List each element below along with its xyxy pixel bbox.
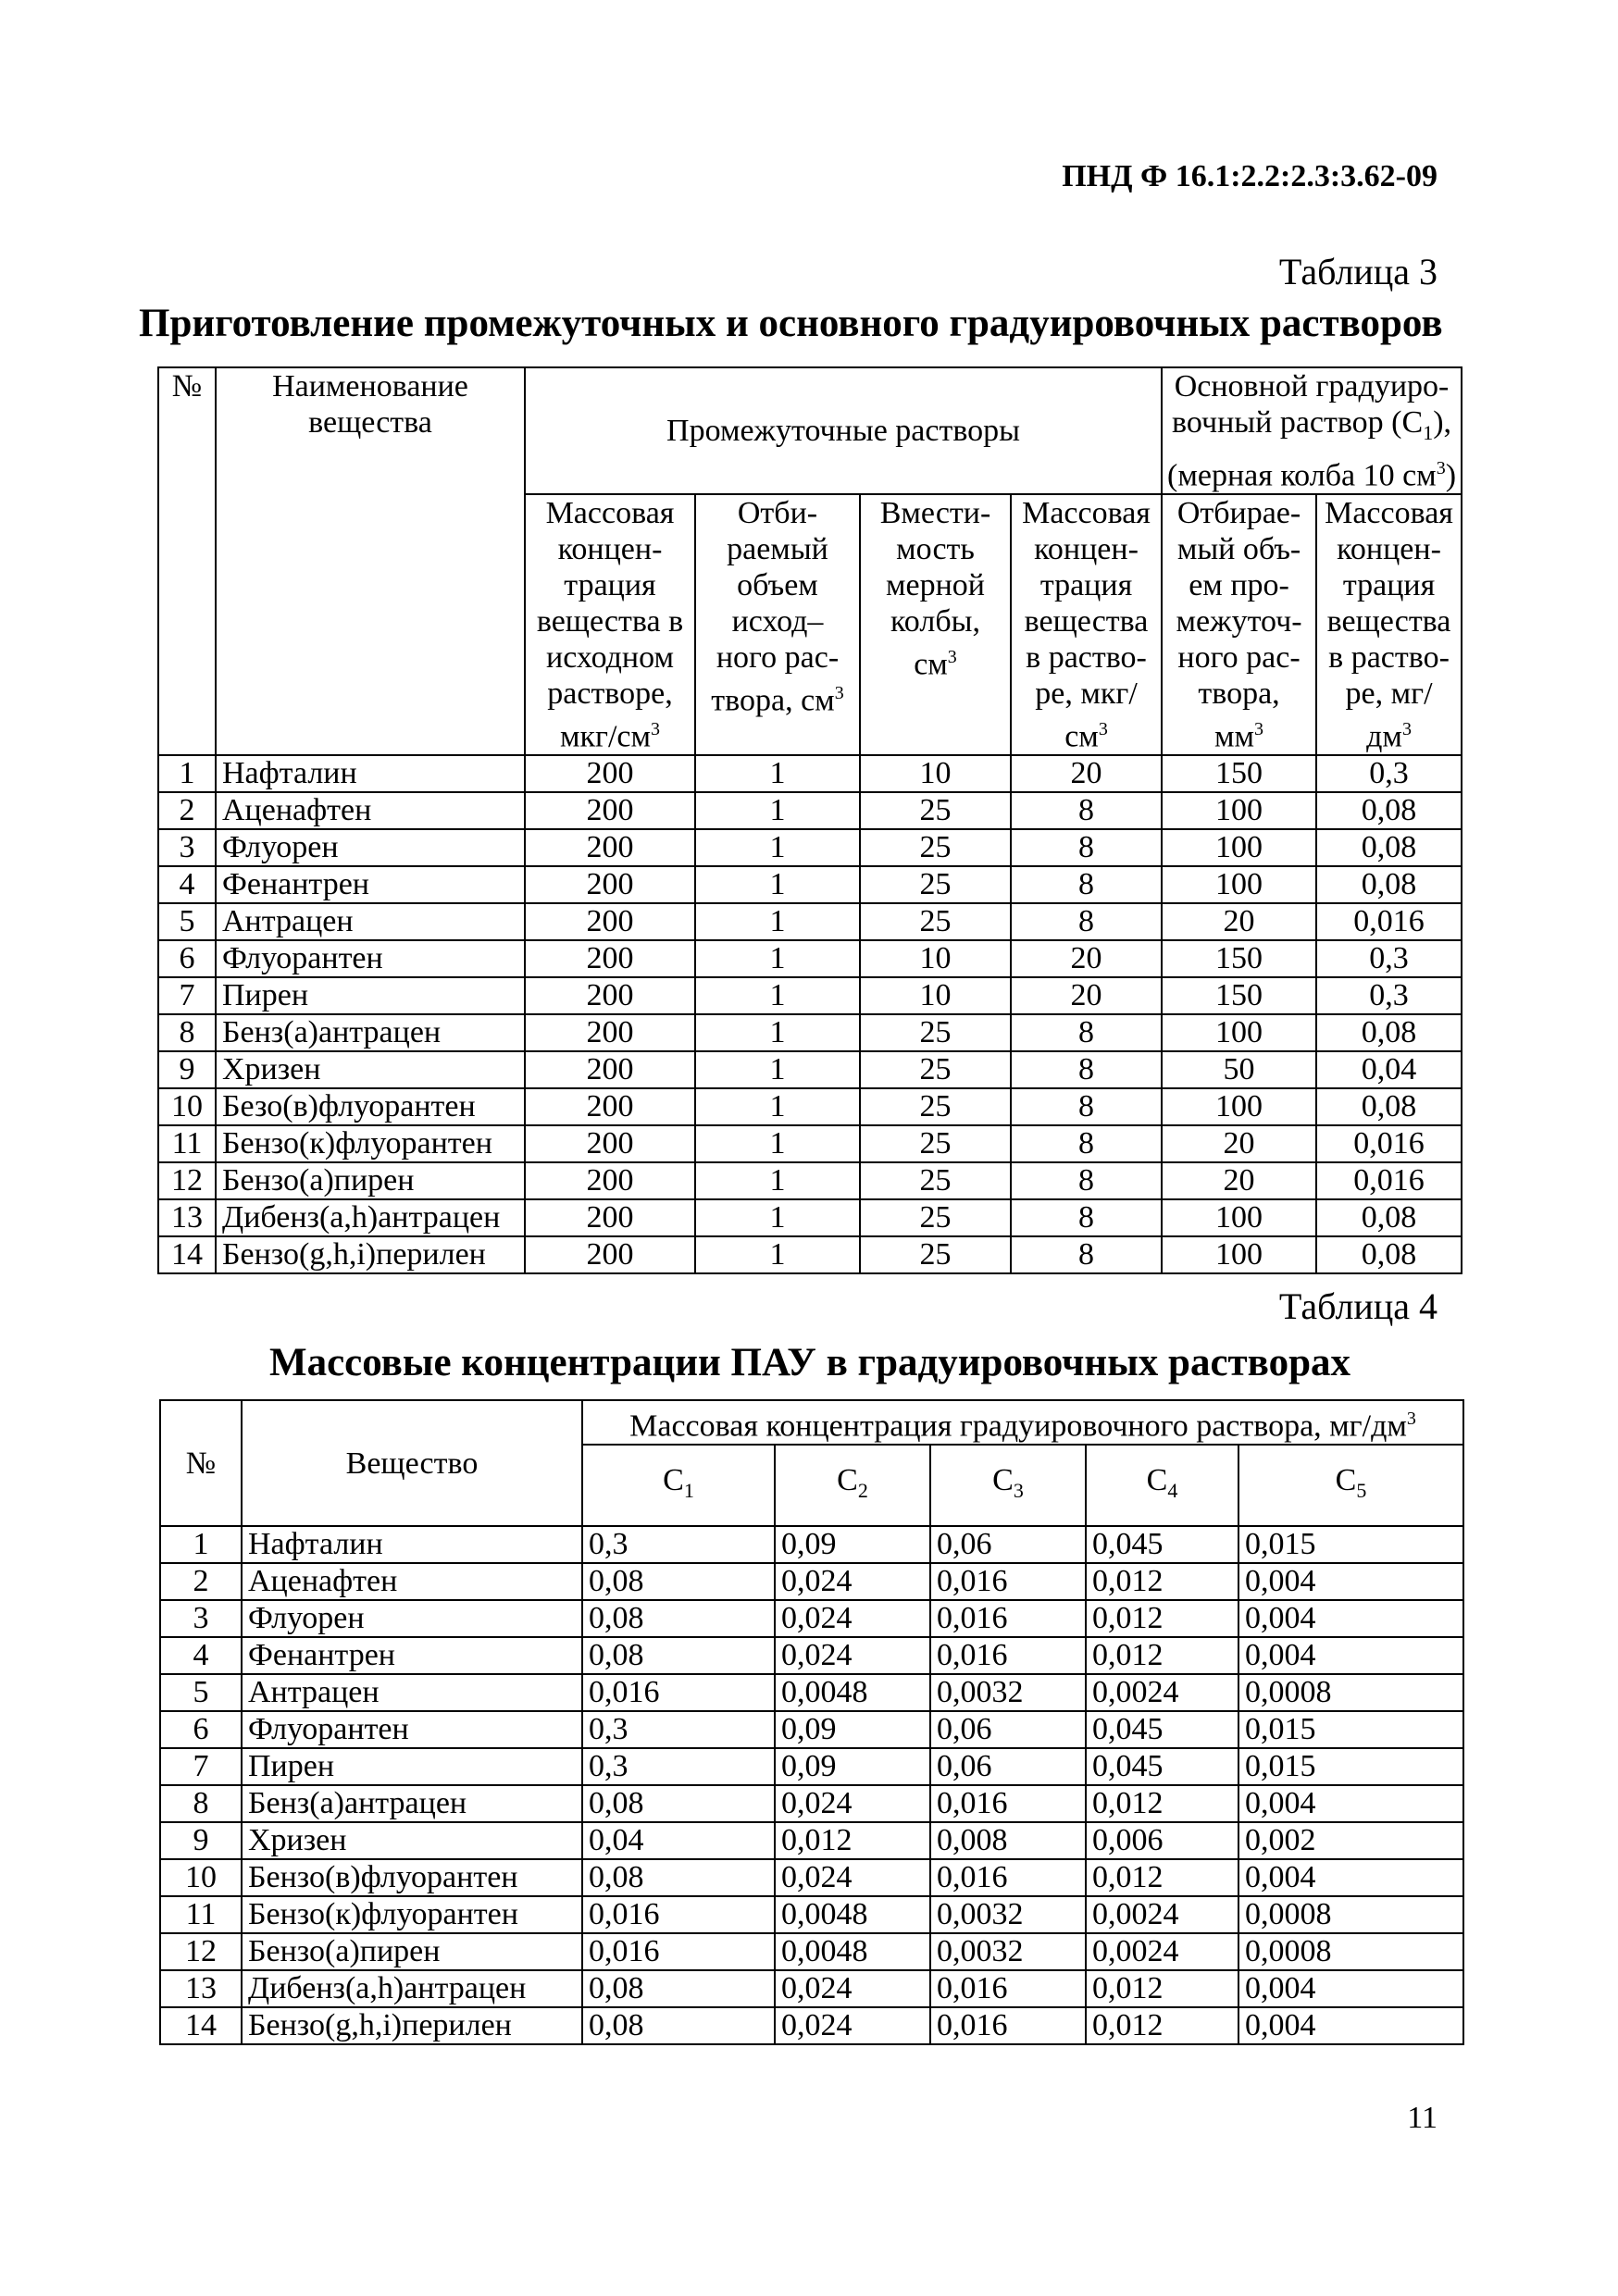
cell-value: 0,016 <box>582 1896 775 1933</box>
cell-value: 200 <box>525 1162 695 1199</box>
cell-value: 8 <box>1011 866 1162 903</box>
table3-header-col1: Массовая концен-трация вещества в исходном растворе, мкг/$см^3$ <box>525 494 695 755</box>
cell-value: 25 <box>860 1199 1011 1236</box>
cell-value: 25 <box>860 1162 1011 1199</box>
cell-value: 0,012 <box>1086 1637 1238 1674</box>
cell-value: 0,0008 <box>1238 1933 1463 1970</box>
cell-value: 0,002 <box>1238 1822 1463 1859</box>
cell-value: 0,024 <box>775 1637 930 1674</box>
cell-value: 0,0008 <box>1238 1896 1463 1933</box>
substance-name: Бензо(а)пирен <box>242 1933 582 1970</box>
cell-value: 0,004 <box>1238 1600 1463 1637</box>
cell-value: 8 <box>1011 1162 1162 1199</box>
substance-name: Фенантрен <box>242 1637 582 1674</box>
substance-name: Бензо(а)пирен <box>216 1162 525 1199</box>
row-number: 3 <box>160 1600 242 1637</box>
cell-value: 25 <box>860 1051 1011 1088</box>
row-number: 13 <box>158 1199 216 1236</box>
row-number: 12 <box>160 1933 242 1970</box>
table3-row <box>158 903 1462 940</box>
row-number: 1 <box>158 755 216 792</box>
row-number: 9 <box>160 1822 242 1859</box>
cell-value: 0,08 <box>582 1600 775 1637</box>
cell-value: 0,0048 <box>775 1896 930 1933</box>
cell-value: 0,004 <box>1238 1970 1463 2007</box>
cell-value: 8 <box>1011 829 1162 866</box>
cell-value: 0,004 <box>1238 1563 1463 1600</box>
cell-value: 25 <box>860 829 1011 866</box>
cell-value: 0,024 <box>775 1563 930 1600</box>
cell-value: 100 <box>1162 866 1316 903</box>
row-number: 10 <box>160 1859 242 1896</box>
cell-value: 0,08 <box>1316 1014 1462 1051</box>
substance-name: Флуорен <box>216 829 525 866</box>
cell-value: 0,016 <box>582 1674 775 1711</box>
cell-value: 8 <box>1011 1051 1162 1088</box>
cell-value: 25 <box>860 1014 1011 1051</box>
cell-value: 0,045 <box>1086 1748 1238 1785</box>
cell-value: 0,012 <box>1086 2007 1238 2044</box>
cell-value: 0,004 <box>1238 1859 1463 1896</box>
cell-value: 0,012 <box>775 1822 930 1859</box>
cell-value: 200 <box>525 1199 695 1236</box>
cell-value: 0,016 <box>1316 903 1462 940</box>
row-number: 8 <box>158 1014 216 1051</box>
table3-row <box>158 1051 1462 1088</box>
cell-value: 0,012 <box>1086 1600 1238 1637</box>
cell-value: 200 <box>525 1051 695 1088</box>
cell-value: 0,09 <box>775 1526 930 1563</box>
table3-header-col5: Отбирае-мый объ-ем про-межуточ-ного рас-твора, $мм^3$ <box>1162 494 1316 755</box>
substance-name: Антрацен <box>216 903 525 940</box>
cell-value: 0,09 <box>775 1711 930 1748</box>
cell-value: 0,09 <box>775 1748 930 1785</box>
cell-value: 25 <box>860 1125 1011 1162</box>
cell-value: 200 <box>525 1088 695 1125</box>
cell-value: 0,015 <box>1238 1711 1463 1748</box>
cell-value: 1 <box>695 1125 860 1162</box>
cell-value: 0,0032 <box>930 1674 1086 1711</box>
cell-value: 100 <box>1162 1088 1316 1125</box>
cell-value: 0,024 <box>775 1785 930 1822</box>
cell-value: 1 <box>695 1014 860 1051</box>
cell-value: 0,016 <box>930 1859 1086 1896</box>
cell-value: 8 <box>1011 1088 1162 1125</box>
table3-header-intermediate: Промежуточные растворы <box>525 367 1162 494</box>
table3-header-col3: Вмести-мость мерной колбы, $см^3$ <box>860 494 1011 755</box>
cell-value: 0,08 <box>582 2007 775 2044</box>
row-number: 3 <box>158 829 216 866</box>
substance-name: Хризен <box>216 1051 525 1088</box>
cell-value: 10 <box>860 940 1011 977</box>
cell-value: 0,08 <box>1316 1236 1462 1273</box>
cell-value: 1 <box>695 755 860 792</box>
table3-header-col6: Массовая концен-трация вещества в раство-ре, $мг/дм^3$ <box>1316 494 1462 755</box>
cell-value: 25 <box>860 903 1011 940</box>
table3-row <box>158 940 1462 977</box>
cell-value: 100 <box>1162 1014 1316 1051</box>
cell-value: 0,004 <box>1238 1785 1463 1822</box>
substance-name: Нафталин <box>242 1526 582 1563</box>
table3-header-main: Основной градуиро- вочный раствор $(C_1)$, (мерная колба 10 $см^3$) <box>1162 367 1462 494</box>
table4-row <box>160 1637 1463 1674</box>
table3 <box>157 366 1462 1274</box>
table4-row <box>160 1859 1463 1896</box>
substance-name: Бенз(а)антрацен <box>216 1014 525 1051</box>
cell-value: 0,016 <box>930 1785 1086 1822</box>
cell-value: 1 <box>695 829 860 866</box>
cell-value: 1 <box>695 1199 860 1236</box>
page-number: 11 <box>1407 2101 1438 2135</box>
cell-value: 0,015 <box>1238 1748 1463 1785</box>
cell-value: 0,0048 <box>775 1674 930 1711</box>
table3-row <box>158 829 1462 866</box>
cell-value: 200 <box>525 829 695 866</box>
substance-name: Безо(в)флуорантен <box>216 1088 525 1125</box>
cell-value: 20 <box>1162 1162 1316 1199</box>
cell-value: 1 <box>695 903 860 940</box>
substance-name: Флуорантен <box>242 1711 582 1748</box>
cell-value: 0,015 <box>1238 1526 1463 1563</box>
cell-value: 50 <box>1162 1051 1316 1088</box>
table4-row <box>160 1600 1463 1637</box>
cell-value: 0,004 <box>1238 2007 1463 2044</box>
cell-value: 0,3 <box>582 1748 775 1785</box>
row-number: 14 <box>160 2007 242 2044</box>
cell-value: 0,016 <box>930 1600 1086 1637</box>
substance-name: Бензо(g,h,i)перилен <box>242 2007 582 2044</box>
substance-name: Аценафтен <box>242 1563 582 1600</box>
row-number: 9 <box>158 1051 216 1088</box>
row-number: 7 <box>160 1748 242 1785</box>
table3-row <box>158 1199 1462 1236</box>
substance-name: Бензо(к)флуорантен <box>242 1896 582 1933</box>
substance-name: Бенз(а)антрацен <box>242 1785 582 1822</box>
table3-label: Таблица 3 <box>1278 251 1438 292</box>
cell-value: 0,016 <box>1316 1162 1462 1199</box>
table3-header-col2: Отби-раемый объем исход– ного рас-твора, $см^3$ <box>695 494 860 755</box>
substance-name: Флуорен <box>242 1600 582 1637</box>
cell-value: 1 <box>695 792 860 829</box>
table4-row <box>160 1711 1463 1748</box>
row-number: 11 <box>158 1125 216 1162</box>
table3-row <box>158 1088 1462 1125</box>
table4-label: Таблица 4 <box>1278 1285 1438 1327</box>
cell-value: 0,016 <box>582 1933 775 1970</box>
cell-value: 25 <box>860 1236 1011 1273</box>
table4-header-c2: $C_2$ <box>775 1445 930 1526</box>
cell-value: 0,06 <box>930 1748 1086 1785</box>
table4-row <box>160 1933 1463 1970</box>
table3-row <box>158 792 1462 829</box>
table4-row <box>160 1563 1463 1600</box>
row-number: 7 <box>158 977 216 1014</box>
cell-value: 0,3 <box>1316 755 1462 792</box>
cell-value: 200 <box>525 1125 695 1162</box>
cell-value: 8 <box>1011 1125 1162 1162</box>
table4-row <box>160 1896 1463 1933</box>
cell-value: 0,008 <box>930 1822 1086 1859</box>
cell-value: 8 <box>1011 903 1162 940</box>
cell-value: 150 <box>1162 940 1316 977</box>
cell-value: 0,045 <box>1086 1711 1238 1748</box>
table3-row <box>158 977 1462 1014</box>
cell-value: 0,024 <box>775 2007 930 2044</box>
cell-value: 0,08 <box>1316 866 1462 903</box>
cell-value: 0,08 <box>582 1785 775 1822</box>
table4-row <box>160 1674 1463 1711</box>
cell-value: 200 <box>525 1236 695 1273</box>
cell-value: 0,012 <box>1086 1563 1238 1600</box>
cell-value: 8 <box>1011 1014 1162 1051</box>
table4-row <box>160 1822 1463 1859</box>
cell-value: 0,024 <box>775 1859 930 1896</box>
table4-header-c1: $C_1$ <box>582 1445 775 1526</box>
cell-value: 0,006 <box>1086 1822 1238 1859</box>
substance-name: Антрацен <box>242 1674 582 1711</box>
row-number: 14 <box>158 1236 216 1273</box>
cell-value: 10 <box>860 977 1011 1014</box>
table4-header-c4: $C_4$ <box>1086 1445 1238 1526</box>
cell-value: 0,3 <box>1316 977 1462 1014</box>
row-number: 13 <box>160 1970 242 2007</box>
cell-value: 200 <box>525 1014 695 1051</box>
cell-value: 1 <box>695 1088 860 1125</box>
cell-value: 0,08 <box>582 1970 775 2007</box>
cell-value: 1 <box>695 866 860 903</box>
cell-value: 200 <box>525 977 695 1014</box>
cell-value: 0,024 <box>775 1600 930 1637</box>
table3-header-col4: Массовая концен-трация вещества в раство-ре, мкг/$см^3$ <box>1011 494 1162 755</box>
cell-value: 0,08 <box>582 1563 775 1600</box>
table4-row <box>160 1526 1463 1563</box>
cell-value: 1 <box>695 1051 860 1088</box>
cell-value: 0,016 <box>930 1637 1086 1674</box>
cell-value: 200 <box>525 866 695 903</box>
substance-name: Бензо(к)флуорантен <box>216 1125 525 1162</box>
cell-value: 0,0048 <box>775 1933 930 1970</box>
cell-value: 8 <box>1011 1199 1162 1236</box>
cell-value: 0,08 <box>1316 829 1462 866</box>
cell-value: 0,04 <box>582 1822 775 1859</box>
cell-value: 0,0024 <box>1086 1933 1238 1970</box>
table3-row <box>158 1162 1462 1199</box>
row-number: 11 <box>160 1896 242 1933</box>
cell-value: 100 <box>1162 792 1316 829</box>
table3-row <box>158 755 1462 792</box>
cell-value: 100 <box>1162 1199 1316 1236</box>
cell-value: 0,004 <box>1238 1637 1463 1674</box>
table3-row <box>158 1014 1462 1051</box>
table4 <box>159 1399 1464 2045</box>
table4-row <box>160 1785 1463 1822</box>
cell-value: 20 <box>1162 903 1316 940</box>
cell-value: 150 <box>1162 755 1316 792</box>
table3-header-num: № <box>158 367 216 755</box>
row-number: 6 <box>158 940 216 977</box>
substance-name: Дибенз(a,h)антрацен <box>216 1199 525 1236</box>
substance-name: Бензо(в)флуорантен <box>242 1859 582 1896</box>
cell-value: 0,04 <box>1316 1051 1462 1088</box>
cell-value: 0,3 <box>1316 940 1462 977</box>
cell-value: 0,0008 <box>1238 1674 1463 1711</box>
cell-value: 1 <box>695 1162 860 1199</box>
cell-value: 0,3 <box>582 1711 775 1748</box>
cell-value: 0,012 <box>1086 1859 1238 1896</box>
substance-name: Хризен <box>242 1822 582 1859</box>
cell-value: 25 <box>860 1088 1011 1125</box>
cell-value: 20 <box>1011 977 1162 1014</box>
substance-name: Флуорантен <box>216 940 525 977</box>
table4-row <box>160 2007 1463 2044</box>
cell-value: 10 <box>860 755 1011 792</box>
cell-value: 1 <box>695 940 860 977</box>
substance-name: Аценафтен <box>216 792 525 829</box>
cell-value: 100 <box>1162 829 1316 866</box>
cell-value: 0,08 <box>1316 792 1462 829</box>
row-number: 10 <box>158 1088 216 1125</box>
table4-row <box>160 1748 1463 1785</box>
substance-name: Бензо(g,h,i)перилен <box>216 1236 525 1273</box>
table4-header-substance: Вещество <box>242 1400 582 1526</box>
cell-value: 0,012 <box>1086 1970 1238 2007</box>
table3-row <box>158 1125 1462 1162</box>
cell-value: 1 <box>695 1236 860 1273</box>
row-number: 1 <box>160 1526 242 1563</box>
cell-value: 0,016 <box>930 1970 1086 2007</box>
cell-value: 0,08 <box>582 1637 775 1674</box>
cell-value: 0,024 <box>775 1970 930 2007</box>
cell-value: 0,0024 <box>1086 1674 1238 1711</box>
cell-value: 200 <box>525 755 695 792</box>
cell-value: 0,016 <box>930 2007 1086 2044</box>
cell-value: 20 <box>1011 755 1162 792</box>
row-number: 6 <box>160 1711 242 1748</box>
row-number: 12 <box>158 1162 216 1199</box>
document-code: ПНД Ф 16.1:2.2:2.3:3.62-09 <box>1062 159 1438 193</box>
substance-name: Нафталин <box>216 755 525 792</box>
table3-header-name: Наименование вещества <box>216 367 525 755</box>
table3-row <box>158 1236 1462 1273</box>
cell-value: 0,0032 <box>930 1933 1086 1970</box>
substance-name: Фенантрен <box>216 866 525 903</box>
cell-value: 25 <box>860 866 1011 903</box>
cell-value: 25 <box>860 792 1011 829</box>
table4-header-c5: $C_5$ <box>1238 1445 1463 1526</box>
cell-value: 0,3 <box>582 1526 775 1563</box>
cell-value: 100 <box>1162 1236 1316 1273</box>
cell-value: 200 <box>525 940 695 977</box>
cell-value: 0,0032 <box>930 1896 1086 1933</box>
cell-value: 20 <box>1162 1125 1316 1162</box>
cell-value: 1 <box>695 977 860 1014</box>
row-number: 8 <box>160 1785 242 1822</box>
cell-value: 0,016 <box>1316 1125 1462 1162</box>
cell-value: 0,08 <box>1316 1199 1462 1236</box>
cell-value: 8 <box>1011 1236 1162 1273</box>
substance-name: Пирен <box>242 1748 582 1785</box>
table4-header-num: № <box>160 1400 242 1526</box>
cell-value: 20 <box>1011 940 1162 977</box>
cell-value: 200 <box>525 792 695 829</box>
row-number: 4 <box>160 1637 242 1674</box>
cell-value: 0,06 <box>930 1711 1086 1748</box>
row-number: 2 <box>160 1563 242 1600</box>
cell-value: 0,045 <box>1086 1526 1238 1563</box>
table4-row <box>160 1970 1463 2007</box>
table3-title: Приготовление промежуточных и основного градуировочных растворов <box>139 302 1443 345</box>
cell-value: 150 <box>1162 977 1316 1014</box>
table4-header-c3: $C_3$ <box>930 1445 1086 1526</box>
cell-value: 200 <box>525 903 695 940</box>
cell-value: 8 <box>1011 792 1162 829</box>
cell-value: 0,08 <box>1316 1088 1462 1125</box>
row-number: 2 <box>158 792 216 829</box>
row-number: 5 <box>158 903 216 940</box>
cell-value: 0,0024 <box>1086 1896 1238 1933</box>
cell-value: 0,016 <box>930 1563 1086 1600</box>
table3-row <box>158 866 1462 903</box>
table4-title: Массовые концентрации ПАУ в градуировочных растворах <box>268 1341 1350 1384</box>
cell-value: 0,06 <box>930 1526 1086 1563</box>
substance-name: Пирен <box>216 977 525 1014</box>
cell-value: 0,012 <box>1086 1785 1238 1822</box>
row-number: 4 <box>158 866 216 903</box>
row-number: 5 <box>160 1674 242 1711</box>
substance-name: Дибенз(a,h)антрацен <box>242 1970 582 2007</box>
cell-value: 0,08 <box>582 1859 775 1896</box>
table4-header-group: Массовая концентрация градуировочного раствора, $мг/дм^3$ <box>582 1400 1463 1445</box>
